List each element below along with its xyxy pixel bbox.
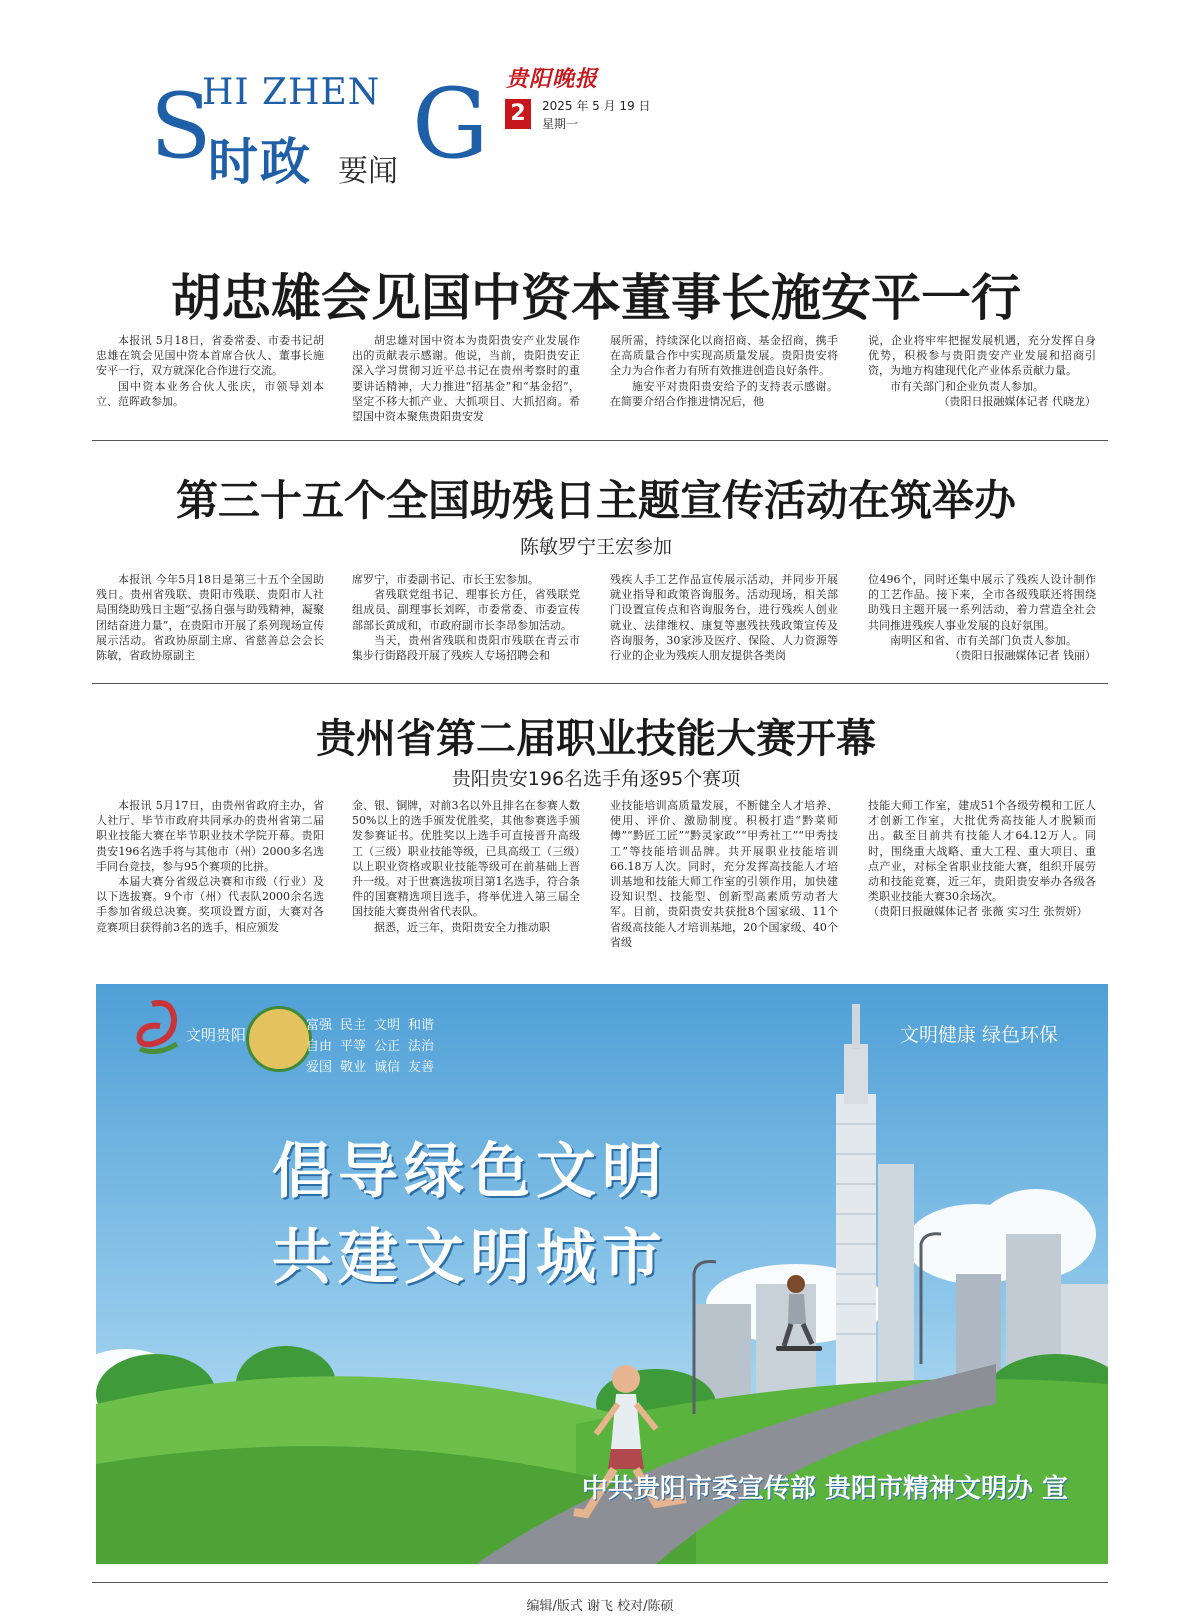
masthead-letter-g: G bbox=[412, 68, 489, 180]
core-value: 敬业 bbox=[340, 1060, 367, 1075]
article-headline: 第三十五个全国助残日主题宣传活动在筑举办 bbox=[175, 476, 1016, 525]
article-column bbox=[868, 572, 1096, 663]
masthead-letter-s: S bbox=[150, 74, 212, 179]
issue-date: 2025 年 5 月 19 日 bbox=[542, 99, 651, 113]
core-value: 诚信 bbox=[374, 1060, 401, 1075]
core-value: 法治 bbox=[408, 1039, 435, 1054]
article-column bbox=[610, 333, 838, 409]
page-number: 2 bbox=[505, 99, 531, 129]
masthead-pinyin bbox=[150, 66, 489, 180]
paragraph: 业技能培训高质量发展，不断健全人才培养、使用、评价、激励制度。积极打造“黔菜师傅”“黔匠工匠”“黔灵家政”“甲秀社工”“甲秀技工”等技能培训品牌。共开展职业技能培训66.18万人次。同时，充分发挥高技能人才培训基地和技能大师工作室的引领作用，加快建设知识型、技能型、创新型高素质劳动者大军。目前，贵阳贵安共获批8个国家级、11个省级高技能人才培训基地，20个国家级、40个省级 bbox=[610, 799, 838, 949]
core-value: 和谐 bbox=[408, 1018, 435, 1033]
divider bbox=[92, 440, 1108, 441]
paragraph: 技能大师工作室，建成51个各级劳模和工匠人才创新工作室，大批优秀高技能人才脱颖而出。截至目前共有技能人才64.12万人。同时，围绕重大战略、重大工程、重大项目、重点产业，对标全省职业技能大赛，组织开展劳动和技能竞赛，近三年，贵阳贵安举办各级各类职业技能大赛30余场次。 bbox=[868, 799, 1096, 904]
article-column bbox=[352, 798, 580, 935]
ad-main-slogan-line2: 共建文明城市 bbox=[272, 1223, 668, 1293]
paragraph: 当天，贵州省残联和贵阳市残联在青云市集步行街路段开展了残疾人专场招聘会和 bbox=[352, 633, 580, 663]
paragraph: 本报讯 5月17日，由贵州省政府主办，省人社厅、毕节市政府共同承办的贵州省第二届职业技能大赛在毕节职业技术学院开幕。贵阳贵安196名选手将与其他市（州）2000多名选手同台竞技，参与95个赛项的比拼。 bbox=[96, 799, 324, 873]
article-headline: 贵州省第二届职业技能大赛开幕 bbox=[316, 716, 876, 762]
core-values-grid bbox=[306, 1014, 442, 1075]
article-column bbox=[868, 333, 1096, 409]
byline: （贵阳日报融媒体记者 代晓龙） bbox=[938, 394, 1096, 408]
masthead-letters-middle: HI ZHEN bbox=[202, 72, 381, 113]
editor-credits: 编辑/版式 谢飞 校对/陈硕 bbox=[526, 1599, 674, 1614]
core-value: 文明 bbox=[374, 1018, 401, 1033]
divider bbox=[92, 1582, 1108, 1583]
core-value: 民主 bbox=[340, 1018, 367, 1033]
newspaper-name: 贵阳晚报 bbox=[506, 66, 599, 92]
paragraph: 本报讯 今年5月18日是第三十五个全国助残日。贵州省残联、贵阳市残联、贵阳市人社局围绕助残日主题“弘扬自强与助残精神，凝聚团结奋进力量”，在贵阳市开展了系列现场宣传展示活动。省政协原副主席、省慈善总会会长陈敏，省政协原副主 bbox=[96, 573, 324, 663]
paragraph: 展所需，持续深化以商招商、基金招商，携手在高质量合作中实现高质量发展。贵阳贵安将全力为合作者力有所有效推进创造良好条件。 bbox=[610, 334, 838, 378]
paragraph: 据悉，近三年，贵阳贵安全力推动职 bbox=[374, 920, 550, 934]
paragraph: 残疾人手工艺作品宣传展示活动，并同步开展就业指导和政策咨询服务。活动现场，相关部门设置宣传点和咨询服务台，进行残疾人创业就业、法律维权、康复等惠残扶残政策宣传及咨询服务，30家涉及医疗、保险、人力资源等行业的企业为残疾人朋友提供各类岗 bbox=[610, 573, 838, 663]
civilized-guiyang-logo-icon bbox=[122, 994, 192, 1064]
ad-main-slogan-line1: 倡导绿色文明 bbox=[272, 1137, 668, 1207]
core-value: 富强 bbox=[306, 1018, 333, 1033]
article-column bbox=[868, 798, 1096, 920]
paragraph: 省残联党组书记、理事长方任，省残联党组成员、副理事长刘晖，市委常委、市委宣传部部长黄成和，市政府副市长李昂参加活动。 bbox=[352, 588, 580, 632]
core-value: 自由 bbox=[306, 1039, 333, 1054]
byline: （贵阳日报融媒体记者 钱丽） bbox=[949, 649, 1096, 663]
core-value: 爱国 bbox=[306, 1060, 333, 1075]
section-title: 时政 bbox=[208, 133, 312, 191]
core-value: 公正 bbox=[374, 1039, 401, 1054]
article-column bbox=[352, 572, 580, 663]
ad-issuer: 中共贵阳市委宣传部 贵阳市精神文明办 宣 bbox=[581, 1474, 1068, 1504]
article-subhead: 陈敏罗宁王宏参加 bbox=[519, 536, 672, 558]
paragraph: 位496个，同时还集中展示了残疾人设计制作的工艺作品。接下来，全市各级残联还将围绕助残日主题开展一系列活动，着力营造全社会共同推进残疾人事业发展的良好氛围。 bbox=[868, 573, 1096, 632]
paragraph: 席罗宁，市委副书记、市长王宏参加。 bbox=[352, 573, 539, 586]
ad-slogan-top: 文明健康 绿色环保 bbox=[899, 1024, 1058, 1046]
divider bbox=[92, 683, 1108, 684]
paragraph: 胡忠雄对国中资本为贵阳贵安产业发展作出的贡献表示感谢。他说，当前，贵阳贵安正深入学习贯彻习近平总书记在贵州考察时的重要讲话精神，大力推进“招基金”和“基金招”，坚定不移大抓产业、大抓项目、大抓招商。希望国中资本聚焦贵阳贵安发 bbox=[352, 334, 580, 424]
paragraph: 施安平对贵阳贵安给予的支持表示感谢。在简要介绍合作推进情况后，他 bbox=[610, 379, 838, 408]
paragraph: 本报讯 5月18日，省委常委、市委书记胡忠雄在筑会见国中资本首席合伙人、董事长施安平一行，双方就深化合作进行交流。 bbox=[96, 334, 324, 378]
core-value: 友善 bbox=[408, 1060, 435, 1075]
article-column bbox=[610, 798, 838, 950]
section-subtitle: 要闻 bbox=[338, 154, 398, 189]
ad-logo-text: 文明贵阳 bbox=[186, 1026, 247, 1044]
paragraph: 国中资本业务合伙人张庆，市领导刘本立、范晖政参加。 bbox=[96, 379, 324, 408]
core-value: 平等 bbox=[340, 1039, 367, 1054]
paragraph: 市有关部门和企业负责人参加。 bbox=[890, 379, 1044, 393]
article-column bbox=[96, 572, 324, 663]
article-column bbox=[96, 333, 324, 409]
civilization-ad-banner bbox=[96, 984, 1108, 1564]
byline: （贵阳日报融媒体记者 张薇 实习生 张贺妍） bbox=[868, 905, 1088, 919]
paragraph: 金、银、铜牌，对前3名以外且排名在参赛人数50%以上的选手颁发优胜奖，其他参赛选手颁发参赛证书。优胜奖以上选手可直接晋升高级工（三级）职业技能等级，已具高级工（三级）以上职业资格或职业技能等级可在前基础上晋升一级。对于世赛选拔项目第1名选手，符合条件的国赛精选项目选手，将举优进入第三届全国技能大赛贵州省代表队。 bbox=[352, 799, 580, 919]
core-values-emblem-icon bbox=[246, 1006, 312, 1072]
paragraph: 说，企业将牢牢把握发展机遇，充分发挥自身优势，积极参与贵阳贵安产业发展和招商引资，为地方构建现代化产业体系贡献力量。 bbox=[868, 334, 1096, 378]
article-column bbox=[610, 572, 838, 663]
paragraph: 本届大赛分省级总决赛和市级（行业）及以下选拔赛。9个市（州）代表队2000余名选手参加省级总决赛。奖项设置方面，大赛对各竞赛项目获得前3名的选手，相应颁发 bbox=[96, 875, 324, 934]
article-column bbox=[352, 333, 580, 424]
issue-weekday: 星期一 bbox=[542, 117, 579, 131]
article-subhead: 贵阳贵安196名选手角逐95个赛项 bbox=[451, 768, 741, 790]
article-headline: 胡忠雄会见国中资本董事长施安平一行 bbox=[171, 269, 1021, 327]
paragraph: 南明区和省、市有关部门负责人参加。 bbox=[890, 633, 1077, 647]
article-column bbox=[96, 798, 324, 935]
